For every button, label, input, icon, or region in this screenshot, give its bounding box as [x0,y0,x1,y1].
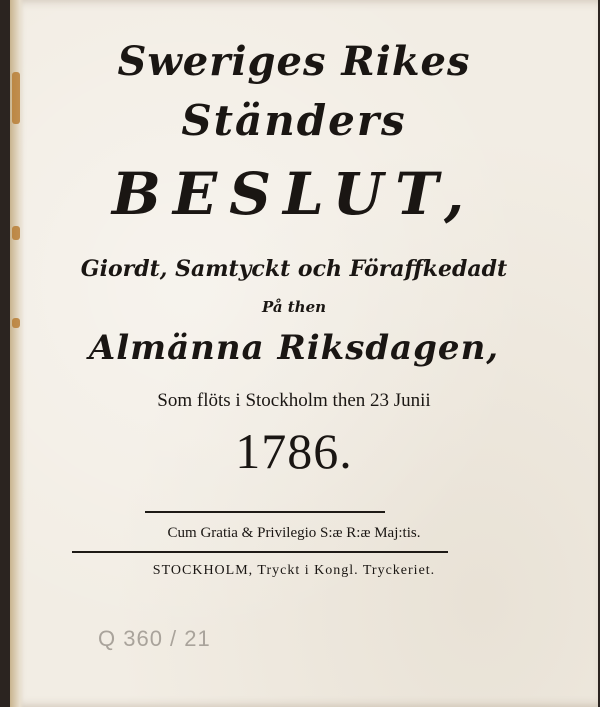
document-page [10,0,598,707]
edge-stain [12,226,20,240]
preposition: På then [261,298,327,316]
title-line-1: Sweriges Rikes [117,38,471,85]
title-line-3: BESLUT, [111,160,477,228]
shelf-mark: Q 360 / 21 [98,626,211,651]
year: 1786. [235,423,353,479]
bottom-rule [72,551,448,553]
assembly-name: Almänna Riksdagen, [88,328,500,368]
privilege-line: Cum Gratia & Privilegio S:æ R:æ Maj:tis. [167,525,421,541]
imprint-line: STOCKHOLM, Tryckt i Kongl. Tryckeriet. [152,563,436,578]
edge-stain [12,318,20,328]
subtitle: Giordt, Samtyckt och Föraffkedadt [80,256,508,282]
top-rule [145,511,385,513]
title-line-2: Ständers [181,96,407,145]
closing-line: Som flöts i Stockholm then 23 Junii [157,390,431,411]
